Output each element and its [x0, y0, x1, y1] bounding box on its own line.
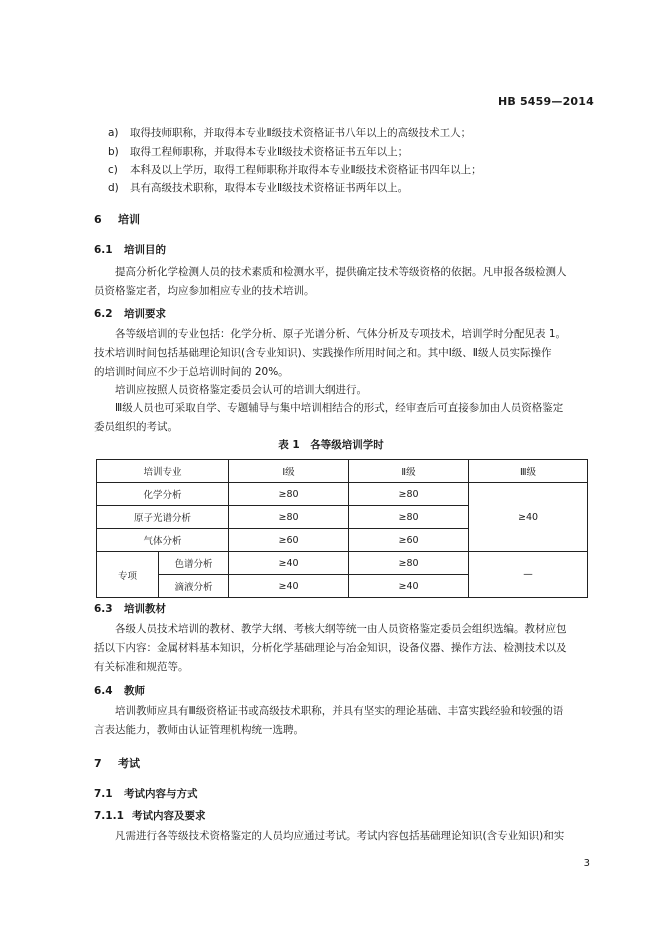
table-header-row [97, 460, 588, 483]
section-title: 教师 [124, 685, 145, 697]
section-heading-6 [94, 211, 140, 227]
table-row [97, 552, 588, 575]
paragraph-line: 各等级培训的专业包括：化学分析、原子光谱分析、气体分析及专项技术，培训学时分配见表 1。 [115, 328, 567, 340]
paragraph-6-3 [94, 620, 588, 677]
section-title: 培训目的 [124, 244, 166, 256]
list-item-label: b) [108, 146, 119, 158]
table-cell: ≥80 [229, 483, 349, 506]
list-item-text: 取得工程师职称，并取得本专业Ⅱ级技术资格证书五年以上； [130, 146, 409, 158]
section-heading-6-4 [94, 683, 145, 698]
table-cell: 气体分析 [97, 529, 229, 552]
table-header-cell: Ⅰ级 [229, 460, 349, 483]
paragraph-line: 有关标准和规范等。 [94, 661, 189, 673]
table-caption: 表 1 各等级培训学时 [278, 439, 384, 451]
section-heading-7-1-1 [94, 808, 206, 823]
table-cell: — [469, 552, 588, 598]
section-heading-6-2 [94, 306, 166, 321]
list-item-label: c) [108, 164, 118, 176]
section-title: 考试内容与方式 [124, 788, 198, 800]
paragraph-6-2-c [94, 399, 588, 437]
list-item [108, 144, 408, 159]
section-number: 7.1.1 [94, 810, 124, 822]
training-hours-table [96, 459, 588, 598]
table-cell: ≥80 [229, 506, 349, 529]
list-item-label: a) [108, 127, 119, 139]
section-number: 7 [94, 757, 102, 770]
section-number: 6.2 [94, 308, 113, 320]
table-cell: ≥80 [349, 552, 469, 575]
table-cell: ≥80 [349, 483, 469, 506]
section-title: 考试 [118, 757, 140, 770]
section-heading-6-3 [94, 601, 166, 616]
list-item-text: 具有高级技术职称，取得本专业Ⅱ级技术资格证书两年以上。 [130, 182, 409, 194]
paragraph-line: 括以下内容：金属材料基本知识，分析化学基础理论与冶金知识，设备仪器、操作方法、检测技术以及 [94, 642, 567, 654]
paragraph-line: 言表达能力，教师由认证管理机构统一选聘。 [94, 724, 304, 736]
table-cell: ≥40 [469, 483, 588, 552]
section-title: 培训要求 [124, 308, 166, 320]
section-title: 培训教材 [124, 603, 166, 615]
table-header-cell: Ⅲ级 [469, 460, 588, 483]
standard-code: HB 5459—2014 [497, 95, 594, 108]
list-item [108, 162, 482, 177]
table-cell: ≥60 [229, 529, 349, 552]
paragraph-line: 提高分析化学检测人员的技术素质和检测水平，提供确定技术等级资格的依据。凡申报各级检测人 [115, 266, 567, 278]
paragraph-line: 凡需进行各等级技术资格鉴定的人员均应通过考试。考试内容包括基础理论知识(含专业知识)和实 [115, 830, 565, 842]
table-cell: 化学分析 [97, 483, 229, 506]
table-cell: ≥60 [349, 529, 469, 552]
paragraph-6-2-a [94, 325, 588, 382]
table-row [97, 483, 588, 506]
paragraph-6-2-b [94, 381, 588, 400]
table-cell: ≥40 [349, 575, 469, 598]
list-item [108, 125, 471, 140]
paragraph-line: Ⅲ级人员也可采取自学、专题辅导与集中培训相结合的形式，经审查后可直接参加由人员资格鉴定 [115, 402, 564, 414]
section-number: 6.1 [94, 244, 113, 256]
section-heading-7 [94, 755, 140, 771]
paragraph-6-4 [94, 702, 588, 740]
table-cell: 色谱分析 [159, 552, 229, 575]
section-title: 培训 [118, 213, 140, 226]
section-number: 6.4 [94, 685, 113, 697]
paragraph-6-1 [94, 263, 588, 301]
section-number: 6.3 [94, 603, 113, 615]
table-cell: ≥40 [229, 552, 349, 575]
table-cell: 滴液分析 [159, 575, 229, 598]
section-title: 考试内容及要求 [132, 810, 206, 822]
list-item-text: 取得技师职称，并取得本专业Ⅱ级技术资格证书八年以上的高级技术工人； [130, 127, 472, 139]
paragraph-line: 委员组织的考试。 [94, 421, 178, 433]
paragraph-line: 员资格鉴定者，均应参加相应专业的技术培训。 [94, 285, 315, 297]
section-number: 6 [94, 213, 102, 226]
paragraph-line: 的培训时间应不少于总培训时间的 20%。 [94, 366, 289, 378]
table-cell: 专项 [97, 552, 159, 598]
section-heading-6-1 [94, 242, 166, 257]
list-item-label: d) [108, 182, 119, 194]
paragraph-line: 培训教师应具有Ⅲ级资格证书或高级技术职称，并具有坚实的理论基础、丰富实践经验和较强的语 [115, 705, 564, 717]
paragraph-line: 技术培训时间包括基础理论知识(含专业知识)、实践操作所用时间之和。其中Ⅰ级、Ⅱ级人员实际操作 [94, 347, 552, 359]
paragraph-line: 培训应按照人员资格鉴定委员会认可的培训大纲进行。 [115, 384, 367, 396]
paragraph-line: 各级人员技术培训的教材、教学大纲、考核大纲等统一由人员资格鉴定委员会组织选编。教材应包 [115, 623, 567, 635]
section-heading-7-1 [94, 786, 198, 801]
table-header-cell: 培训专业 [97, 460, 229, 483]
section-number: 7.1 [94, 788, 113, 800]
list-item-text: 本科及以上学历，取得工程师职称并取得本专业Ⅱ级技术资格证书四年以上； [130, 164, 482, 176]
paragraph-7-1-1 [94, 827, 588, 846]
table-header-cell: Ⅱ级 [349, 460, 469, 483]
table-cell: ≥80 [349, 506, 469, 529]
list-item [108, 180, 408, 195]
table-cell: ≥40 [229, 575, 349, 598]
table-cell: 原子光谱分析 [97, 506, 229, 529]
page-number: 3 [583, 858, 590, 869]
